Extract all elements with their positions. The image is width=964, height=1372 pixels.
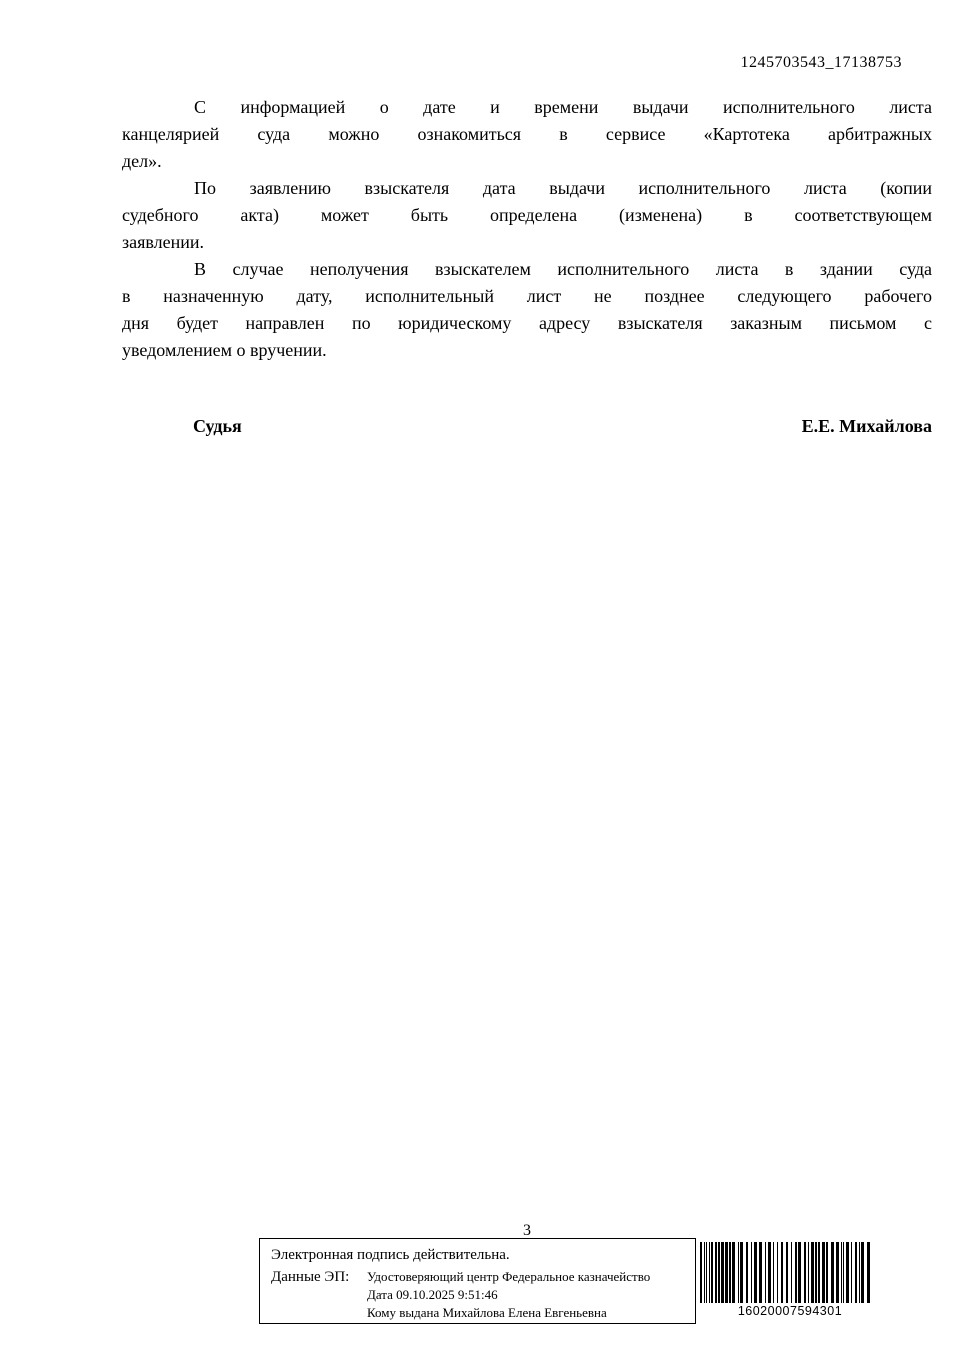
document-body	[122, 94, 932, 364]
paragraph-3-line: уведомлением о вручении.	[122, 340, 327, 360]
paragraph-2-line: заявлении.	[122, 232, 205, 252]
signature-data-label: Данные ЭП:	[271, 1269, 350, 1285]
barcode	[700, 1242, 880, 1318]
judge-name: Е.Е. Михайлова	[801, 416, 932, 436]
barcode-number: 16020007594301	[737, 1304, 843, 1318]
paragraph-1-line: С информацией о дате и времени выдачи исполнительного листа	[194, 97, 932, 117]
page-number: 3	[523, 1222, 531, 1239]
paragraph-2-line: судебного акта) может быть определена (изменена) в соответствующем	[122, 205, 932, 225]
paragraph-3-line: дня будет направлен по юридическому адресу взыскателя заказным письмом с	[122, 313, 932, 333]
electronic-signature-stamp	[259, 1238, 696, 1324]
paragraph-1-line: канцелярией суда можно ознакомиться в сервисе «Картотека арбитражных	[122, 124, 932, 144]
paragraph-2-line: По заявлению взыскателя дата выдачи исполнительного листа (копии	[194, 178, 932, 198]
barcode-bars	[700, 1242, 880, 1303]
document-id-number: 1245703543_17138753	[740, 54, 902, 71]
signature-row	[122, 416, 932, 437]
paragraph-1-line: дел».	[122, 151, 162, 171]
signature-details	[367, 1268, 650, 1322]
signature-data-row	[271, 1268, 685, 1322]
paragraph-3-line: в назначенную дату, исполнительный лист не позднее следующего рабочего	[122, 286, 932, 306]
judge-role-label: Судья	[193, 416, 242, 436]
certificate-authority: Удостоверяющий центр Федеральное казначейство	[367, 1269, 651, 1284]
signature-validity-text: Электронная подпись действительна.	[271, 1247, 510, 1263]
paragraph-3-line: В случае неполучения взыскателем исполнительного листа в здании суда	[194, 259, 932, 279]
certificate-issued-to: Кому выдана Михайлова Елена Евгеньевна	[367, 1305, 607, 1320]
signature-date: Дата 09.10.2025 9:51:46	[367, 1287, 498, 1302]
